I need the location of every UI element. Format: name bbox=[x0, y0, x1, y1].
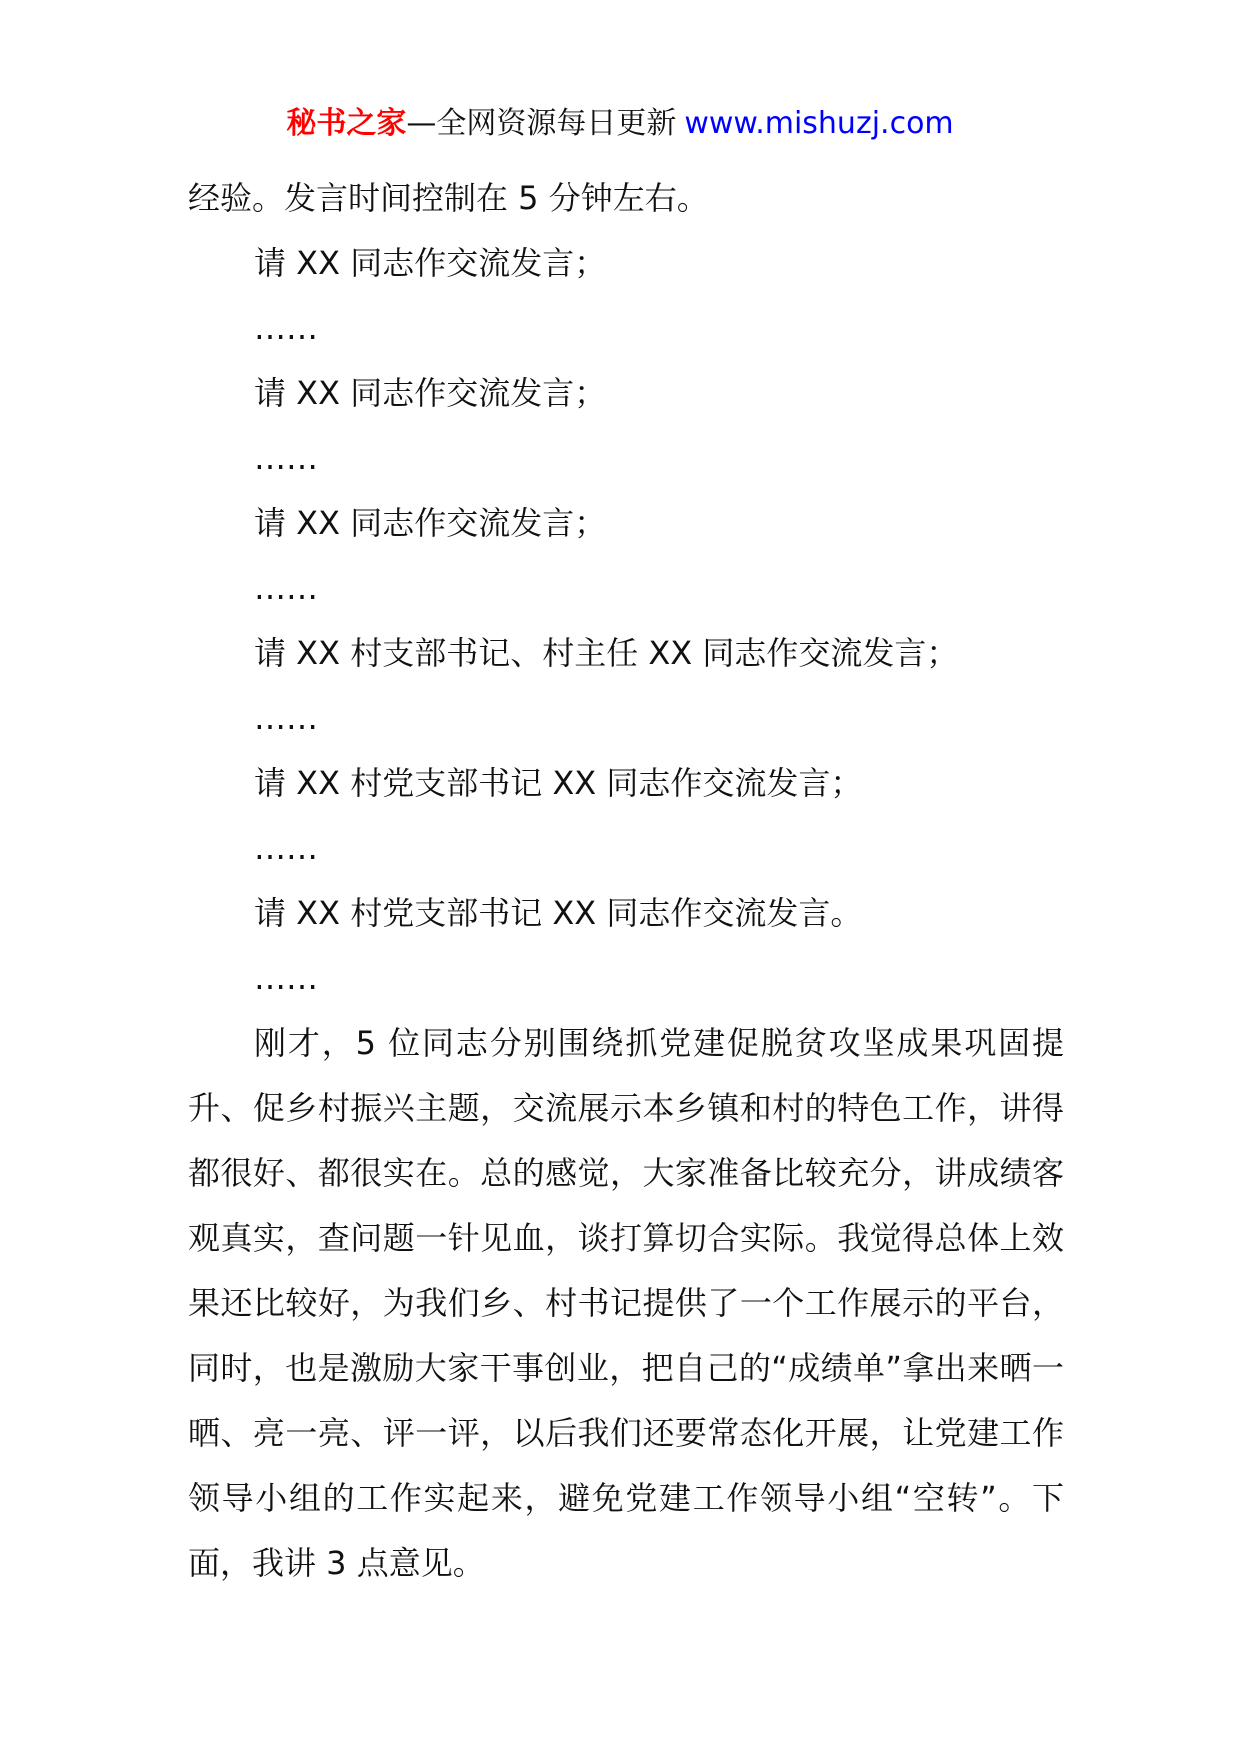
speaker-call-4: 请 XX 村支部书记、村主任 XX 同志作交流发言； bbox=[254, 634, 959, 672]
ellipsis-3: …… bbox=[254, 569, 318, 607]
closing-paragraph: 刚才，5 位同志分别围绕抓党建促脱贫攻坚成果巩固提升、促乡村振兴主题，交流展示本乡镇和村的特色工作，讲得都很好、都很实在。总的感觉，大家准备比较充分，讲成绩客观真实，查问题一针见血，谈打算切合实际。我觉得总体上效果还比较好，为我们乡、村书记提供了一个工作展示的平台，同时，也是激励大家干事创业，把自己的“成绩单”拿出来晒一晒、亮一亮、评一评，以后我们还要常态化开展，让党建工作领导小组的工作实起来，避免党建工作领导小组“空转”。下面，我讲 3 点意见。 bbox=[188, 1024, 1064, 1582]
brand-name: 秘书之家 bbox=[286, 106, 407, 141]
document-body bbox=[188, 166, 1064, 1596]
speaker-call-6: 请 XX 村党支部书记 XX 同志作交流发言。 bbox=[254, 894, 863, 932]
ellipsis-6: …… bbox=[254, 959, 318, 997]
speaker-call-3: 请 XX 同志作交流发言； bbox=[254, 504, 607, 542]
ellipsis-5: …… bbox=[254, 829, 318, 867]
continued-line: 经验。发言时间控制在 5 分钟左右。 bbox=[188, 179, 709, 217]
site-header bbox=[0, 102, 1240, 146]
speaker-call-2: 请 XX 同志作交流发言； bbox=[254, 374, 607, 412]
ellipsis-2: …… bbox=[254, 439, 318, 477]
ellipsis-4: …… bbox=[254, 699, 318, 737]
site-url-link[interactable]: www.mishuzj.com bbox=[684, 106, 954, 141]
speaker-call-5: 请 XX 村党支部书记 XX 同志作交流发言； bbox=[254, 764, 863, 802]
site-tagline: —全网资源每日更新 bbox=[406, 106, 677, 141]
speaker-call-1: 请 XX 同志作交流发言； bbox=[254, 244, 607, 282]
ellipsis-1: …… bbox=[254, 309, 318, 347]
